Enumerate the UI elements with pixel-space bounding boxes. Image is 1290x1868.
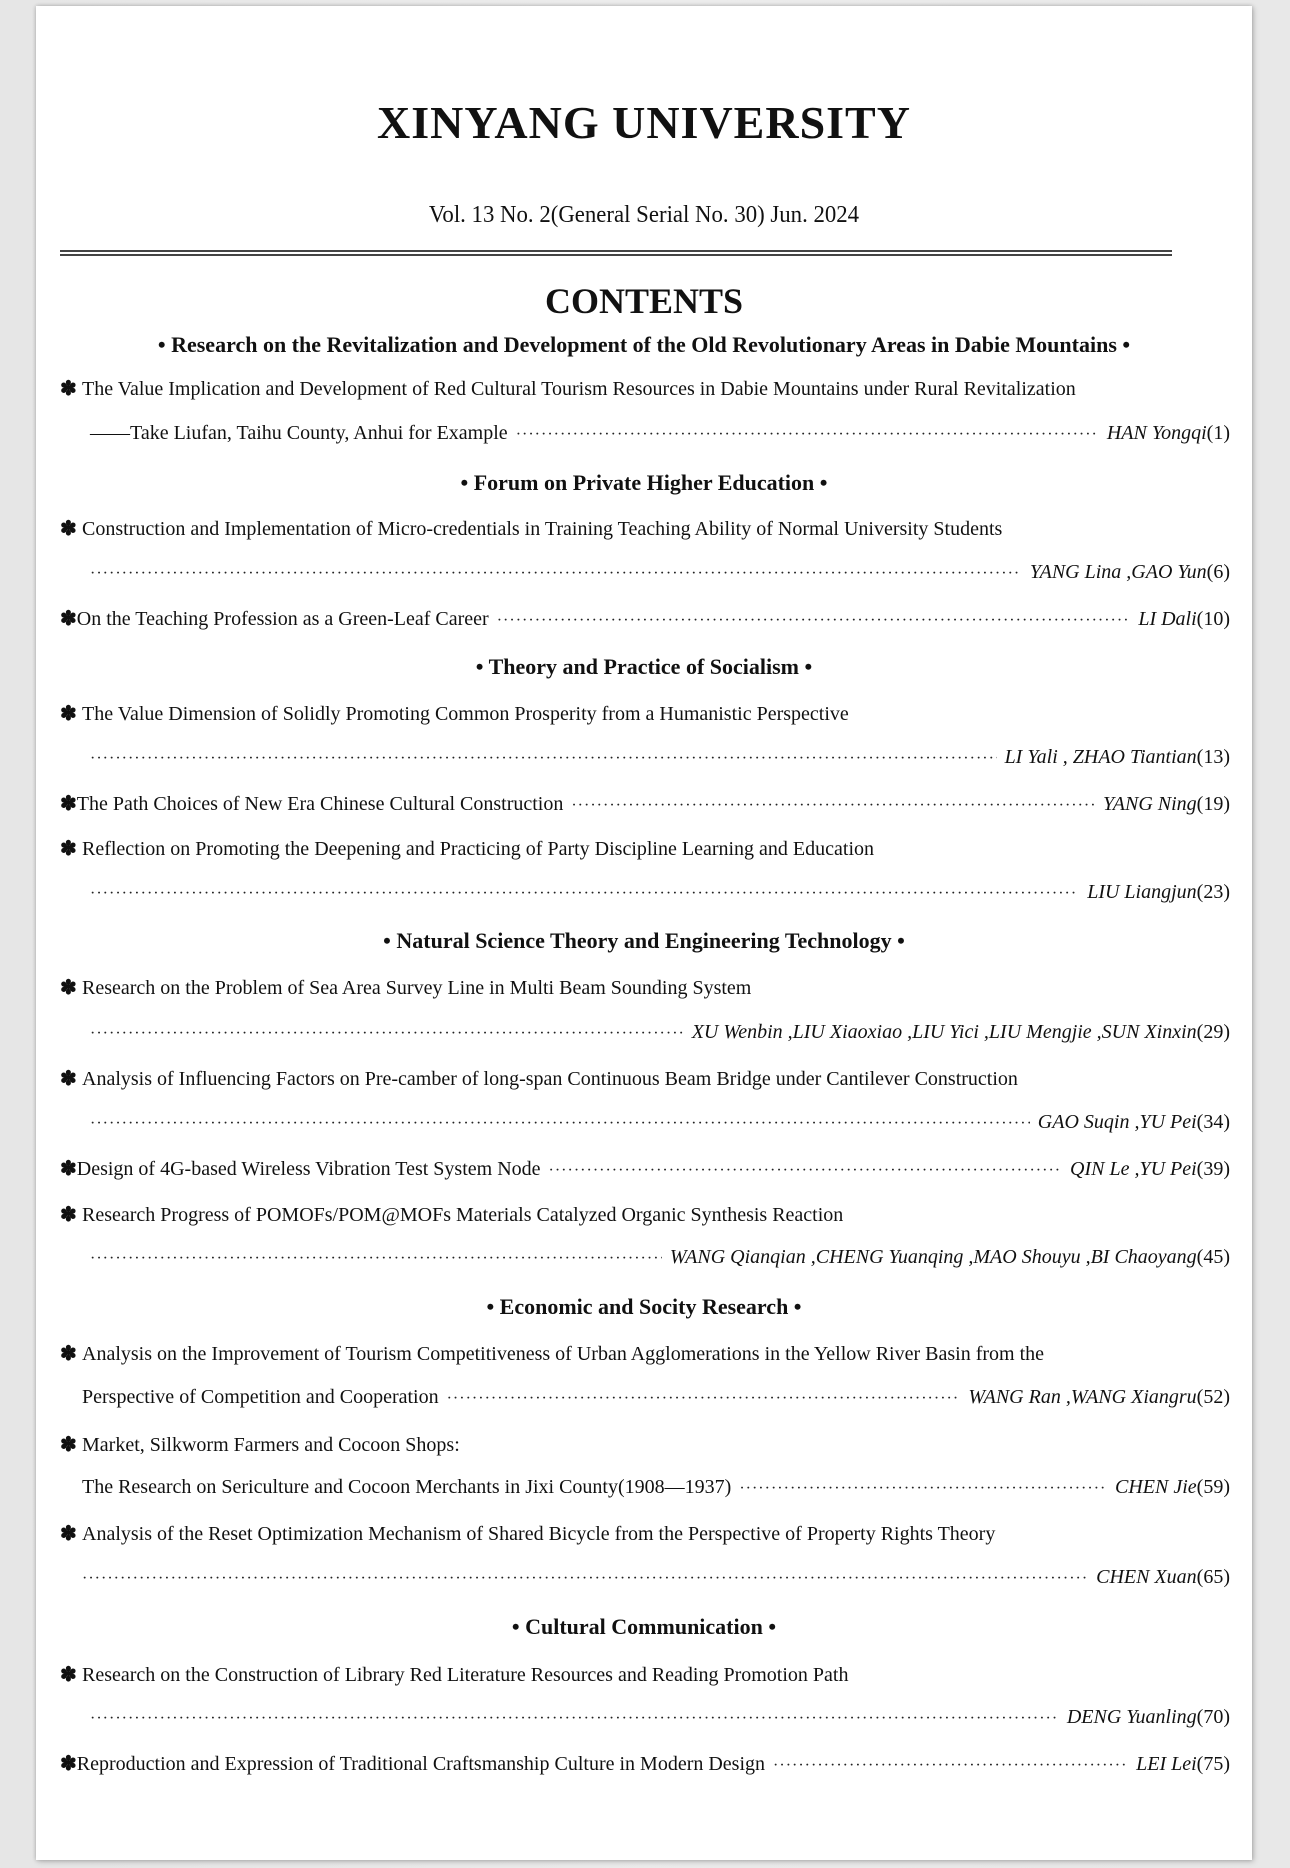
entry-title: On the Teaching Profession as a Green-Leaf Career	[76, 608, 489, 630]
entry-authors: LIU Liangjun	[1087, 881, 1197, 903]
dot-leader	[90, 885, 1079, 903]
dot-leader	[90, 565, 1022, 583]
entry-page: (39)	[1196, 1158, 1230, 1180]
toc-entry-title[interactable]	[60, 1156, 1230, 1186]
dot-leader	[571, 797, 1095, 815]
entry-authors: YANG Ning	[1103, 793, 1197, 815]
entry-title: Analysis on the Improvement of Tourism Competitiveness of Urban Agglomerations in the Yellow River Basin from the	[82, 1343, 1045, 1365]
section-heading: • Natural Science Theory and Engineering Technology •	[383, 928, 905, 953]
entry-authors: YANG Lina ,GAO Yun	[1029, 561, 1207, 583]
double-rule-divider	[60, 250, 1172, 256]
flower-bullet-icon: ✽	[60, 703, 77, 725]
issue-line: Vol. 13 No. 2(General Serial No. 30) Jun. 2024	[428, 202, 860, 228]
toc-entry-title[interactable]	[60, 1751, 1230, 1781]
toc-entry-cont[interactable]	[82, 1566, 1230, 1596]
entry-title: The Path Choices of New Era Chinese Cultural Construction	[76, 793, 564, 815]
dot-leader	[516, 426, 1099, 444]
flower-bullet-icon: ✽	[60, 608, 77, 630]
dot-leader	[90, 1710, 1059, 1728]
dot-leader	[90, 1250, 662, 1268]
dot-leader	[90, 750, 997, 768]
section-heading: • Cultural Communication •	[511, 1614, 777, 1639]
entry-authors: QIN Le ,YU Pei	[1070, 1158, 1197, 1180]
entry-title: Market, Silkworm Farmers and Cocoon Shops:	[82, 1434, 460, 1456]
toc-entry-cont[interactable]	[90, 561, 1230, 591]
entry-page: (52)	[1196, 1386, 1230, 1408]
entry-page: (23)	[1196, 881, 1230, 903]
toc-entry-title[interactable]	[60, 701, 1230, 731]
entry-title: Construction and Implementation of Micro-credentials in Training Teaching Ability of Normal University Students	[82, 518, 1003, 540]
dot-leader	[739, 1480, 1107, 1498]
toc-entry-cont[interactable]	[90, 422, 1230, 452]
toc-entry-title[interactable]	[60, 836, 1230, 866]
dot-leader	[773, 1757, 1128, 1775]
flower-bullet-icon: ✽	[60, 838, 77, 860]
toc-entry-cont[interactable]	[90, 1246, 1230, 1276]
section-heading: • Theory and Practice of Socialism •	[475, 654, 813, 679]
entry-page: (70)	[1196, 1706, 1230, 1728]
flower-bullet-icon: ✽	[60, 378, 77, 400]
entry-page: (75)	[1196, 1753, 1230, 1775]
dot-leader	[549, 1162, 1062, 1180]
toc-entry-cont[interactable]	[90, 881, 1230, 911]
entry-title: Analysis of the Reset Optimization Mechanism of Shared Bicycle from the Perspective of Property Rights Theory	[82, 1523, 996, 1545]
entry-authors: WANG Ran ,WANG Xiangru	[968, 1386, 1197, 1408]
toc-entry-cont[interactable]	[90, 1706, 1230, 1736]
entry-page: (19)	[1196, 793, 1230, 815]
contents-heading: CONTENTS	[544, 281, 744, 321]
dot-leader	[497, 612, 1131, 630]
entry-page: (59)	[1196, 1476, 1230, 1498]
entry-authors: LEI Lei	[1136, 1753, 1197, 1775]
flower-bullet-icon: ✽	[60, 1523, 77, 1545]
entry-title: Research Progress of POMOFs/POM@MOFs Materials Catalyzed Organic Synthesis Reaction	[82, 1204, 844, 1226]
entry-authors: GAO Suqin ,YU Pei	[1037, 1111, 1197, 1133]
toc-entry-title[interactable]	[60, 606, 1230, 636]
entry-page: (45)	[1196, 1246, 1230, 1268]
entry-page: (13)	[1196, 746, 1230, 768]
entry-authors: LI Dali	[1138, 608, 1197, 630]
toc-entry-cont[interactable]	[82, 1476, 1230, 1506]
dot-leader	[82, 1570, 1088, 1588]
entry-title-cont: The Research on Sericulture and Cocoon Merchants in Jixi County(1908—1937)	[82, 1476, 732, 1498]
entry-title: The Value Implication and Development of Red Cultural Tourism Resources in Dabie Mountains under Rural Revitalization	[82, 378, 1076, 400]
toc-entry-title[interactable]	[60, 516, 1230, 546]
entry-authors: HAN Yongqi	[1106, 422, 1207, 444]
flower-bullet-icon: ✽	[60, 1204, 77, 1226]
flower-bullet-icon: ✽	[60, 793, 77, 815]
entry-title: Research on the Problem of Sea Area Survey Line in Multi Beam Sounding System	[82, 977, 752, 999]
journal-title: XINYANG UNIVERSITY	[377, 97, 911, 148]
flower-bullet-icon: ✽	[60, 1158, 77, 1180]
dot-leader	[90, 1025, 684, 1043]
toc-entry-title[interactable]	[60, 1521, 1230, 1551]
entry-page: (65)	[1196, 1566, 1230, 1588]
toc-entry-title[interactable]	[60, 1066, 1230, 1096]
entry-page: (34)	[1196, 1111, 1230, 1133]
entry-title: The Value Dimension of Solidly Promoting Common Prosperity from a Humanistic Perspective	[82, 703, 849, 725]
entry-page: (6)	[1206, 561, 1230, 583]
section-heading: • Research on the Revitalization and Development of the Old Revolutionary Areas in Dabie Mountains •	[157, 332, 1131, 357]
entry-authors: CHEN Xuan	[1096, 1566, 1197, 1588]
toc-entry-title[interactable]	[60, 1662, 1230, 1692]
entry-title: Reflection on Promoting the Deepening and Practicing of Party Discipline Learning and Education	[82, 838, 875, 860]
flower-bullet-icon: ✽	[60, 1664, 77, 1686]
toc-entry-title[interactable]	[60, 1341, 1230, 1371]
dot-leader	[90, 1115, 1030, 1133]
toc-entry-cont[interactable]	[90, 746, 1230, 776]
entry-authors: CHEN Jie	[1115, 1476, 1197, 1498]
flower-bullet-icon: ✽	[60, 1068, 77, 1090]
entry-title: Reproduction and Expression of Traditional Craftsmanship Culture in Modern Design	[76, 1753, 766, 1775]
section-heading: • Forum on Private Higher Education •	[460, 470, 828, 495]
entry-title: Research on the Construction of Library Red Literature Resources and Reading Promotion Path	[82, 1664, 849, 1686]
dot-leader	[447, 1390, 961, 1408]
toc-entry-title[interactable]	[60, 376, 1230, 406]
flower-bullet-icon: ✽	[60, 1343, 77, 1365]
flower-bullet-icon: ✽	[60, 1434, 77, 1456]
toc-entry-cont[interactable]	[82, 1386, 1230, 1416]
toc-entry-cont[interactable]	[90, 1021, 1230, 1051]
document-page	[36, 6, 1252, 1860]
toc-entry-title[interactable]	[60, 975, 1230, 1005]
toc-entry-title[interactable]	[60, 791, 1230, 821]
entry-title-cont: Perspective of Competition and Cooperation	[82, 1386, 439, 1408]
flower-bullet-icon: ✽	[60, 977, 77, 999]
entry-page: (10)	[1196, 608, 1230, 630]
entry-authors: DENG Yuanling	[1066, 1706, 1197, 1728]
toc-entry-title[interactable]	[60, 1202, 1230, 1232]
entry-title: Analysis of Influencing Factors on Pre-camber of long-span Continuous Beam Bridge under Cantilever Construction	[82, 1068, 1018, 1090]
flower-bullet-icon: ✽	[60, 1753, 77, 1775]
entry-title: Design of 4G-based Wireless Vibration Test System Node	[76, 1158, 541, 1180]
toc-entry-title[interactable]	[60, 1432, 1230, 1462]
flower-bullet-icon: ✽	[60, 518, 77, 540]
entry-authors: WANG Qianqian ,CHENG Yuanqing ,MAO Shouyu ,BI Chaoyang	[669, 1246, 1197, 1268]
entry-authors: LI Yali , ZHAO Tiantian	[1004, 746, 1197, 768]
entry-title-cont: ——Take Liufan, Taihu County, Anhui for Example	[90, 422, 508, 444]
entry-authors: XU Wenbin ,LIU Xiaoxiao ,LIU Yici ,LIU Mengjie ,SUN Xinxin	[691, 1021, 1197, 1043]
toc-entry-cont[interactable]	[90, 1111, 1230, 1141]
entry-page: (29)	[1196, 1021, 1230, 1043]
entry-page: (1)	[1206, 422, 1230, 444]
section-heading: • Economic and Socity Research •	[486, 1294, 802, 1319]
